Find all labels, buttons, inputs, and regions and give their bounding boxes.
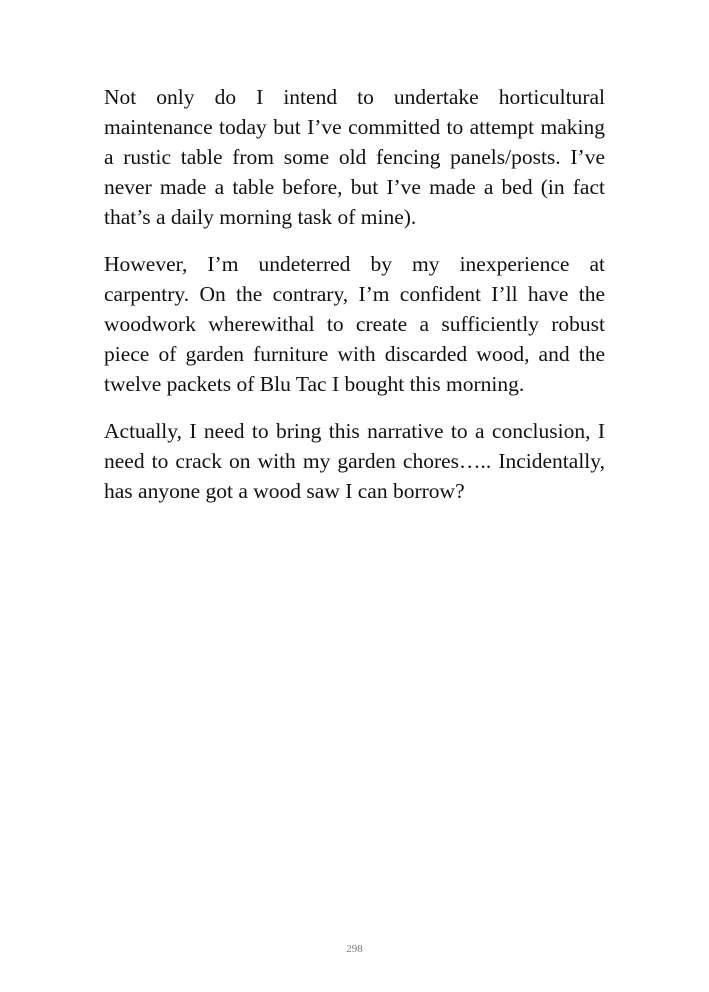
page-number: 298 — [346, 943, 363, 955]
paragraph-1: Not only do I intend to undertake horticultural maintenance today but I’ve committed to attempt making a rustic table from some old fencing panels/posts. I’ve never made a table before, but I’ve made a bed (in fact that’s a daily morning task of mine). — [104, 85, 605, 229]
paragraph-2: However, I’m undeterred by my inexperience at carpentry. On the contrary, I’m confident I’ll have the woodwork wherewithal to create a sufficiently robust piece of garden furniture with discarded wood, and the twelve packets of Blu Tac I bought this morning. — [104, 252, 605, 396]
body-text — [104, 82, 605, 523]
paragraph-3: Actually, I need to bring this narrative to a conclusion, I need to crack on with my garden chores….. Incidentally, has anyone got a wood saw I can borrow? — [104, 419, 605, 503]
